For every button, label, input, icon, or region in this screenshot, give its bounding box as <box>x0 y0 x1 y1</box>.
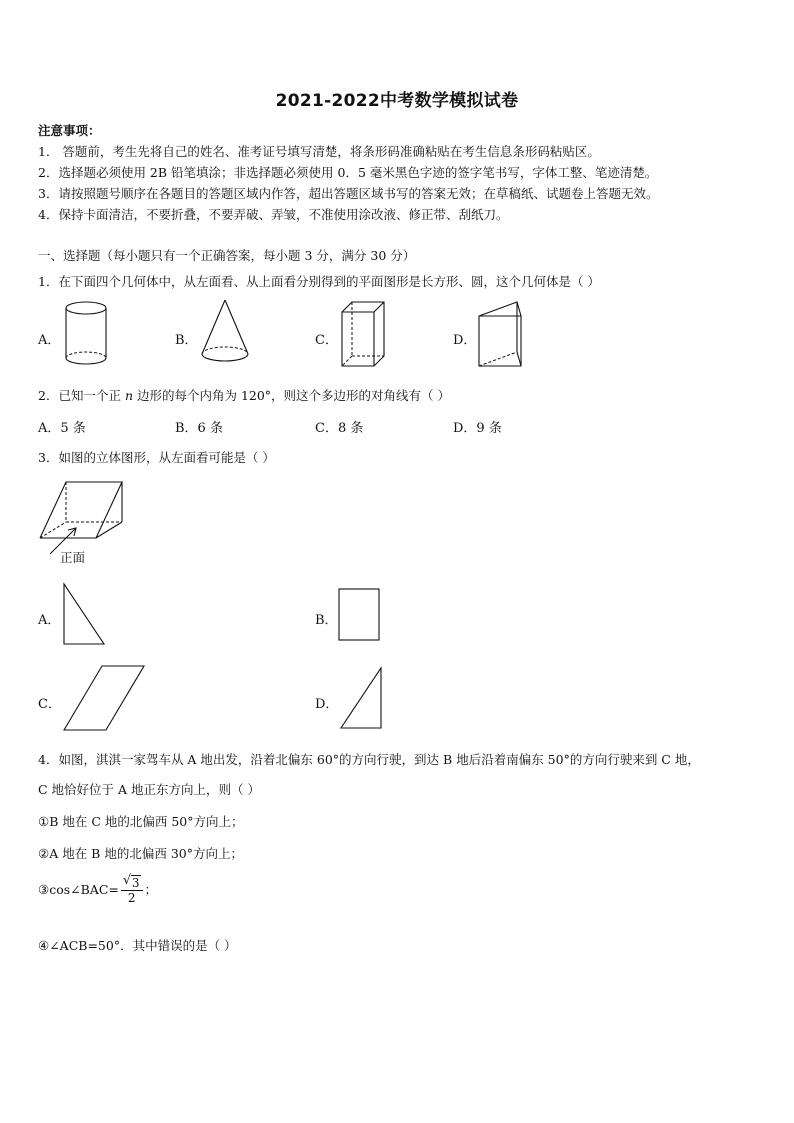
q4-s3-numerator: 3 <box>131 876 140 890</box>
notice-item-4: 4．保持卡面清洁，不要折叠，不要弄破、弄皱，不准使用涂改液、修正带、刮纸刀。 <box>38 207 509 222</box>
q4-statement-2: ②A 地在 B 地的北偏西 30°方向上； <box>38 846 243 861</box>
q2-option-d[interactable]: D．9 条 <box>453 421 502 436</box>
question-2-stem <box>38 386 450 404</box>
q1-option-d[interactable]: D． <box>453 333 477 348</box>
question-4-stem-line-2: C 地恰好位于 A 地正东方向上，则（ ） <box>38 782 260 797</box>
page-title: 2021-2022中考数学模拟试卷 <box>275 91 519 111</box>
triangular-prism-figure <box>475 298 527 370</box>
q4-statement-1: ①B 地在 C 地的北偏西 50°方向上； <box>38 814 244 829</box>
q3-option-d-triangle <box>339 666 385 732</box>
q3-option-b[interactable]: B． <box>315 613 338 628</box>
q2-option-c[interactable]: C．8 条 <box>315 421 364 436</box>
q4-s3-prefix: ③cos∠BAC= <box>38 882 119 897</box>
question-1-stem: 1．在下面四个几何体中，从左面看、从上面看分别得到的平面图形是长方形、圆，这个几何体是（ ） <box>38 274 600 289</box>
notice-heading: 注意事项： <box>38 123 101 138</box>
notice-item-1: 1． 答题前，考生先将自己的姓名、准考证号填写清楚，将条形码准确粘贴在考生信息条形码粘贴区。 <box>38 144 600 159</box>
section-heading: 一、选择题（每小题只有一个正确答案，每小题 3 分，满分 30 分） <box>38 248 416 263</box>
q4-statement-4: ④∠ACB=50°．其中错误的是（ ） <box>38 938 237 953</box>
q1-option-c[interactable]: C． <box>315 333 338 348</box>
notice-item-2: 2．选择题必须使用 2B 铅笔填涂；非选择题必须使用 0．5 毫米黑色字迹的签字笔书写，字体工整、笔迹清楚。 <box>38 165 658 180</box>
q3-option-d[interactable]: D． <box>315 697 339 712</box>
rectangular-prism-figure <box>338 298 390 370</box>
q3-option-a[interactable]: A． <box>38 613 61 628</box>
cylinder-figure <box>62 300 112 370</box>
q2-stem-b: 边形的每个内角为 120°，则这个多边形的对角线有（ ） <box>133 388 451 403</box>
cone-figure <box>198 298 254 368</box>
q3-option-b-rectangle <box>338 588 382 644</box>
q4-statement-3 <box>38 873 158 905</box>
q1-option-a[interactable]: A． <box>38 333 61 348</box>
q4-s3-fraction: √ 3 2 <box>121 876 143 905</box>
notice-item-3: 3．请按照题号顺序在各题目的答题区域内作答，超出答题区域书写的答案无效；在草稿纸、试题卷上答题无效。 <box>38 186 659 201</box>
q3-option-c-parallelogram <box>62 664 146 732</box>
front-view-label: 正面 <box>60 550 86 565</box>
q3-option-a-triangle <box>62 582 108 648</box>
question-4-stem-line-1: 4．如图，淇淇一家驾车从 A 地出发，沿着北偏东 60°的方向行驶，到达 B 地后沿着南偏东 50°的方向行驶来到 C 地， <box>38 752 700 767</box>
q2-option-b[interactable]: B．6 条 <box>175 421 223 436</box>
q2-stem-a: 2．已知一个正 <box>38 388 125 403</box>
question-3-stem: 3．如图的立体图形，从左面看可能是（ ） <box>38 450 275 465</box>
q3-option-c[interactable]: C． <box>38 697 61 712</box>
q2-stem-n: n <box>124 388 133 403</box>
q4-s3-suffix: ； <box>144 882 158 897</box>
q2-option-a[interactable]: A．5 条 <box>38 421 86 436</box>
q1-option-b[interactable]: B． <box>175 333 198 348</box>
q4-s3-denominator: 2 <box>127 891 136 905</box>
